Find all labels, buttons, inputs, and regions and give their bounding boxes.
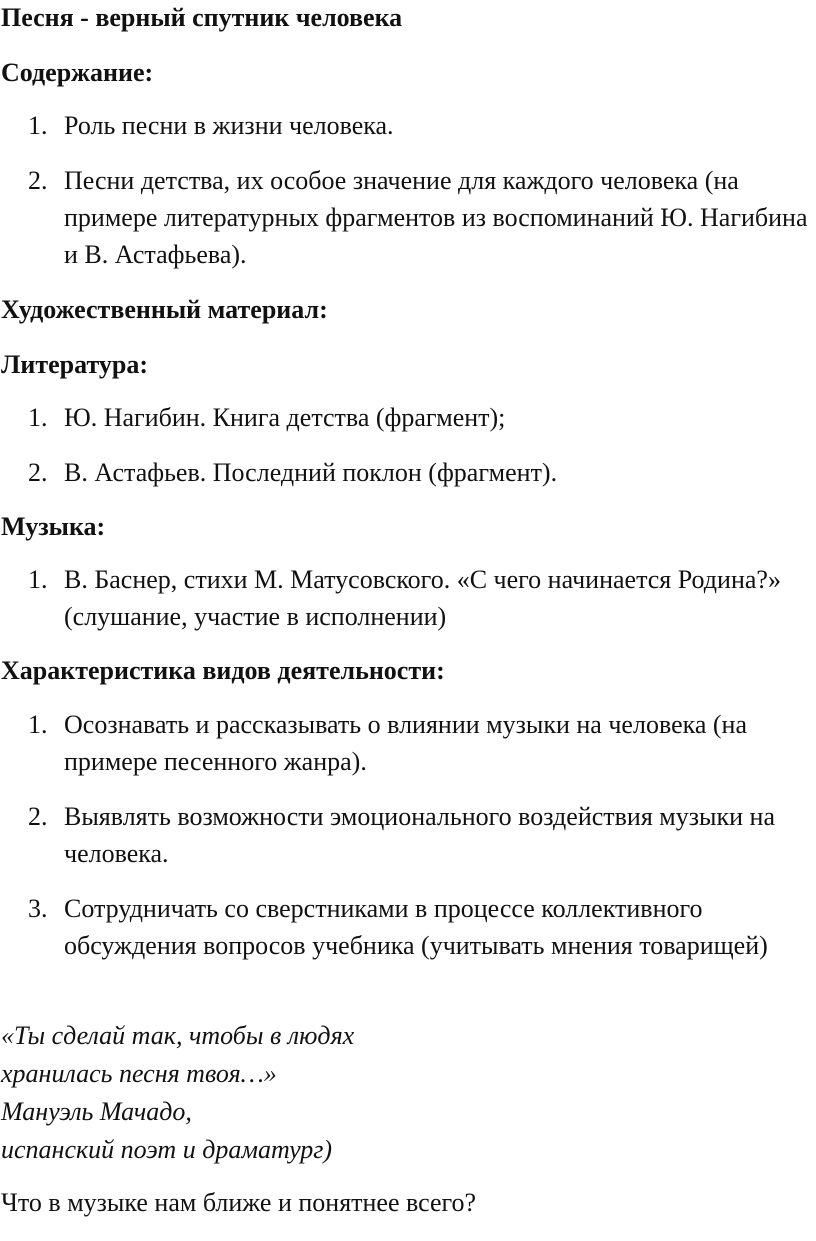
art-material-heading: Художественный материал: — [1, 295, 328, 324]
list-number: 2. — [28, 166, 48, 195]
list-item — [28, 454, 808, 491]
list-number: 1. — [28, 710, 48, 739]
epigraph-author: Мануэль Мачадо, — [1, 1097, 192, 1126]
epigraph-line: «Ты сделай так, чтобы в людях — [1, 1021, 355, 1050]
list-item — [28, 890, 808, 964]
list-item — [28, 107, 808, 144]
activities-heading: Характеристика видов деятельности: — [1, 656, 445, 685]
list-number: 3. — [28, 894, 48, 923]
list-text: В. Баснер, стихи М. Матусовского. «С чего начинается Родина?» (слушание, участие в исполнении) — [64, 565, 781, 631]
page-title: Песня - верный спутник человека — [1, 3, 403, 32]
list-text: Выявлять возможности эмоционального воздействия музыки на человека. — [64, 802, 775, 868]
list-item — [28, 561, 808, 635]
list-number: 1. — [28, 111, 48, 140]
literature-heading: Литература: — [1, 350, 148, 379]
list-text: Осознавать и рассказывать о влиянии музыки на человека (на примере песенного жанра). — [64, 710, 747, 776]
list-number: 1. — [28, 565, 48, 594]
list-item — [28, 706, 808, 780]
contents-heading: Содержание: — [1, 58, 154, 87]
list-text: В. Астафьев. Последний поклон (фрагмент). — [64, 458, 558, 487]
list-text: Роль песни в жизни человека. — [64, 111, 394, 140]
list-number: 2. — [28, 458, 48, 487]
list-text: Сотрудничать со сверстниками в процессе коллективного обсуждения вопросов учебника (учитывать мнения товарищей) — [64, 894, 768, 960]
list-text: Ю. Нагибин. Книга детства (фрагмент); — [64, 403, 506, 432]
question-text: Что в музыке нам ближе и понятнее всего? — [1, 1188, 477, 1217]
list-item — [28, 399, 808, 436]
music-heading: Музыка: — [1, 512, 106, 541]
list-item — [28, 798, 808, 872]
list-number: 1. — [28, 403, 48, 432]
list-number: 2. — [28, 802, 48, 831]
list-item — [28, 162, 808, 273]
list-text: Песни детства, их особое значение для каждого человека (на примере литературных фрагментов из воспоминаний Ю. Нагибина и В. Астафьева). — [64, 166, 808, 269]
epigraph-author-description: испанский поэт и драматург) — [1, 1135, 333, 1164]
epigraph-line: хранилась песня твоя…» — [1, 1059, 277, 1088]
